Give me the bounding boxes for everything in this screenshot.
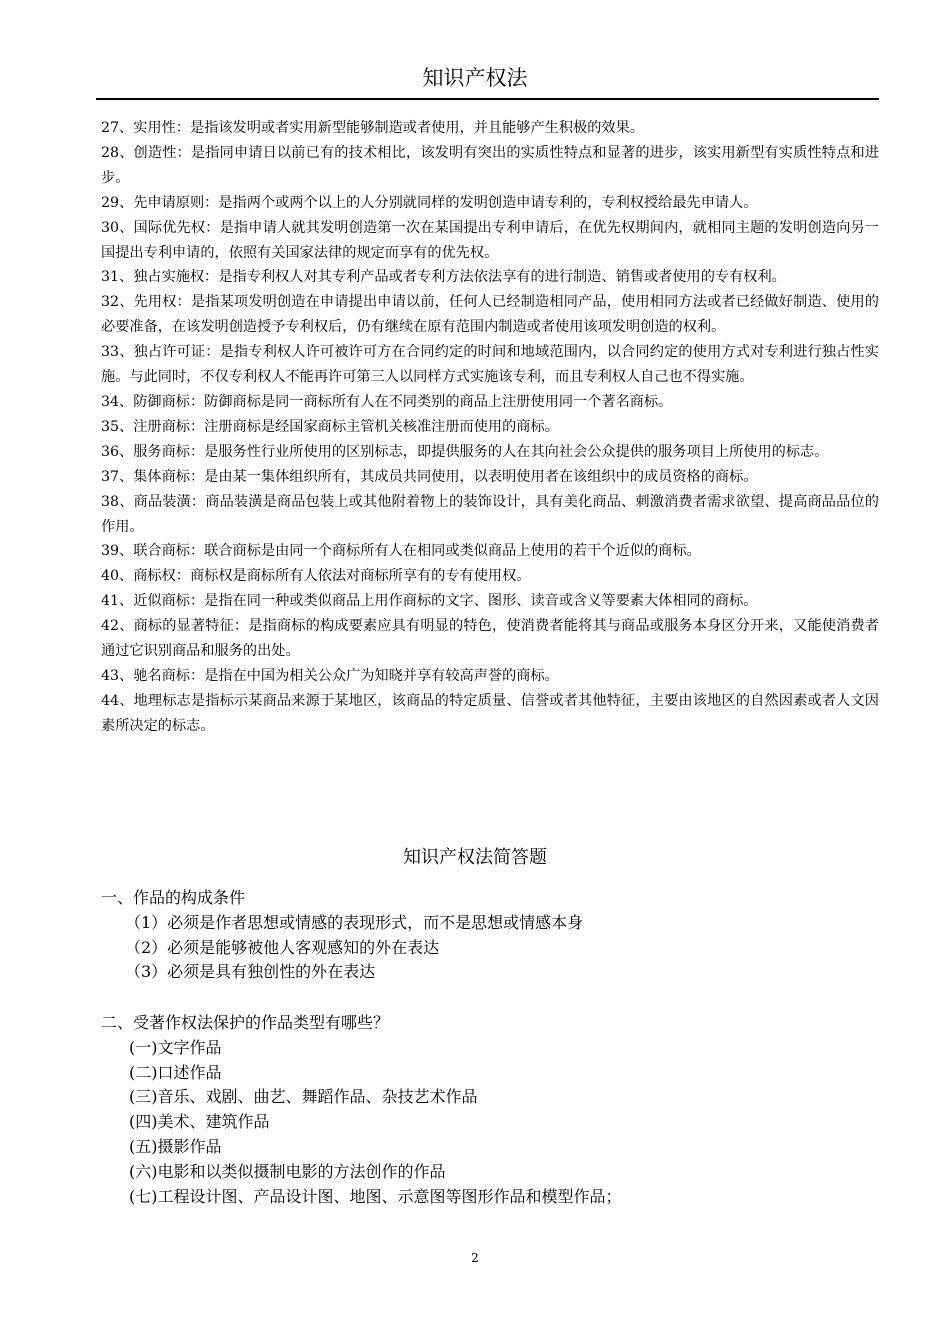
answer-item: (一)文字作品	[129, 1037, 222, 1057]
definition-item: 31、独占实施权：是指专利权人对其专利产品或者专利方法依法享有的进行制造、销售或者使用的专有权利。	[101, 269, 786, 286]
definition-item: 29、先申请原则：是指两个或两个以上的人分别就同样的发明创造申请专利的，专利权授给最先申请人。	[101, 194, 758, 211]
answer-item: （1）必须是作者思想或情感的表现形式，而不是思想或情感本身	[125, 912, 584, 932]
answer-item: （2）必须是能够被他人客观感知的外在表达	[125, 937, 440, 957]
definition-item: 42、商标的显著特征：是指商标的构成要素应具有明显的特色，使消费者能将其与商品或服务本身区分开来，又能使消费者通过它识别商品和服务的出处。	[101, 618, 879, 660]
definition-item: 32、先用权：是指某项发明创造在申请提出申请以前，任何人已经制造相同产品，使用相同方法或者已经做好制造、使用的必要准备，在该发明创造授予专利权后，仍有继续在原有范围内制造或者使用该项发明创造的权利。	[101, 294, 879, 336]
question-heading: 二、受著作权法保护的作品类型有哪些？	[101, 1013, 390, 1032]
definition-item: 41、近似商标：是指在同一种或类似商品上用作商标的文字、图形、读音或含义等要素大体相同的商标。	[101, 593, 758, 610]
definition-item: 37、集体商标：是由某一集体组织所有，其成员共同使用，以表明使用者在该组织中的成员资格的商标。	[101, 468, 758, 485]
question-heading: 一、作品的构成条件	[101, 888, 246, 907]
definition-item: 44、地理标志是指标示某商品来源于某地区，该商品的特定质量、信誉或者其他特征，主要由该地区的自然因素或者人文因素所决定的标志。	[101, 692, 879, 734]
definition-item: 27、实用性：是指该发明或者实用新型能够制造或者使用，并且能够产生积极的效果。	[101, 120, 644, 136]
question-block	[101, 1011, 879, 1209]
answer-item: (二)口述作品	[129, 1062, 222, 1082]
answer-item: (六)电影和以类似摄制电影的方法创作的作品	[129, 1161, 446, 1181]
definition-item: 30、国际优先权：是指申请人就其发明创造第一次在某国提出专利申请后，在优先权期间内，就相同主题的发明创造向另一国提出专利申请的，依照有关国家法律的规定而享有的优先权。	[101, 219, 879, 261]
question-block	[101, 886, 879, 985]
answer-item: (五)摄影作品	[129, 1136, 222, 1156]
page-header-title: 知识产权法	[422, 66, 528, 90]
definition-item: 28、创造性：是指同申请日以前已有的技术相比，该发明有突出的实质性特点和显著的进步，该实用新型有实质性特点和进步。	[101, 144, 879, 186]
header-divider	[96, 98, 879, 100]
definitions-list	[101, 116, 879, 739]
answer-item: (四)美术、建筑作品	[129, 1112, 270, 1132]
section-title: 知识产权法简答题	[403, 847, 547, 868]
answer-item: (七)工程设计图、产品设计图、地图、示意图等图形作品和模型作品；	[129, 1186, 622, 1206]
definition-item: 38、商品装潢：商品装潢是商品包装上或其他附着物上的装饰设计，具有美化商品、刺激消费者需求欲望、提高商品品位的作用。	[101, 493, 879, 535]
definition-item: 39、联合商标：联合商标是由同一个商标所有人在相同或类似商品上使用的若干个近似的商标。	[101, 543, 701, 560]
answer-item: （3）必须是具有独创性的外在表达	[125, 962, 376, 982]
answer-item: (三)音乐、戏剧、曲艺、舞蹈作品、杂技艺术作品	[129, 1087, 478, 1107]
definition-item: 40、商标权：商标权是商标所有人依法对商标所享有的专有使用权。	[101, 568, 531, 585]
definition-item: 34、防御商标：防御商标是同一商标所有人在不同类别的商品上注册使用同一个著名商标。	[101, 393, 673, 410]
definition-item: 33、独占许可证：是指专利权人许可被许可方在合同约定的时间和地域范围内，以合同约定的使用方式对专利进行独占性实施。与此同时，不仅专利权人不能再许可第三人以同样方式实施该专利，而且专利权人自己也不得实施。	[101, 344, 879, 386]
page-number: 2	[471, 1251, 479, 1265]
definition-item: 36、服务商标：是服务性行业所使用的区别标志，即提供服务的人在其向社会公众提供的服务项目上所使用的标志。	[101, 443, 829, 460]
definition-item: 35、注册商标：注册商标是经国家商标主管机关核准注册而使用的商标。	[101, 418, 559, 435]
definition-item: 43、驰名商标：是指在中国为相关公众广为知晓并享有较高声誉的商标。	[101, 667, 559, 684]
